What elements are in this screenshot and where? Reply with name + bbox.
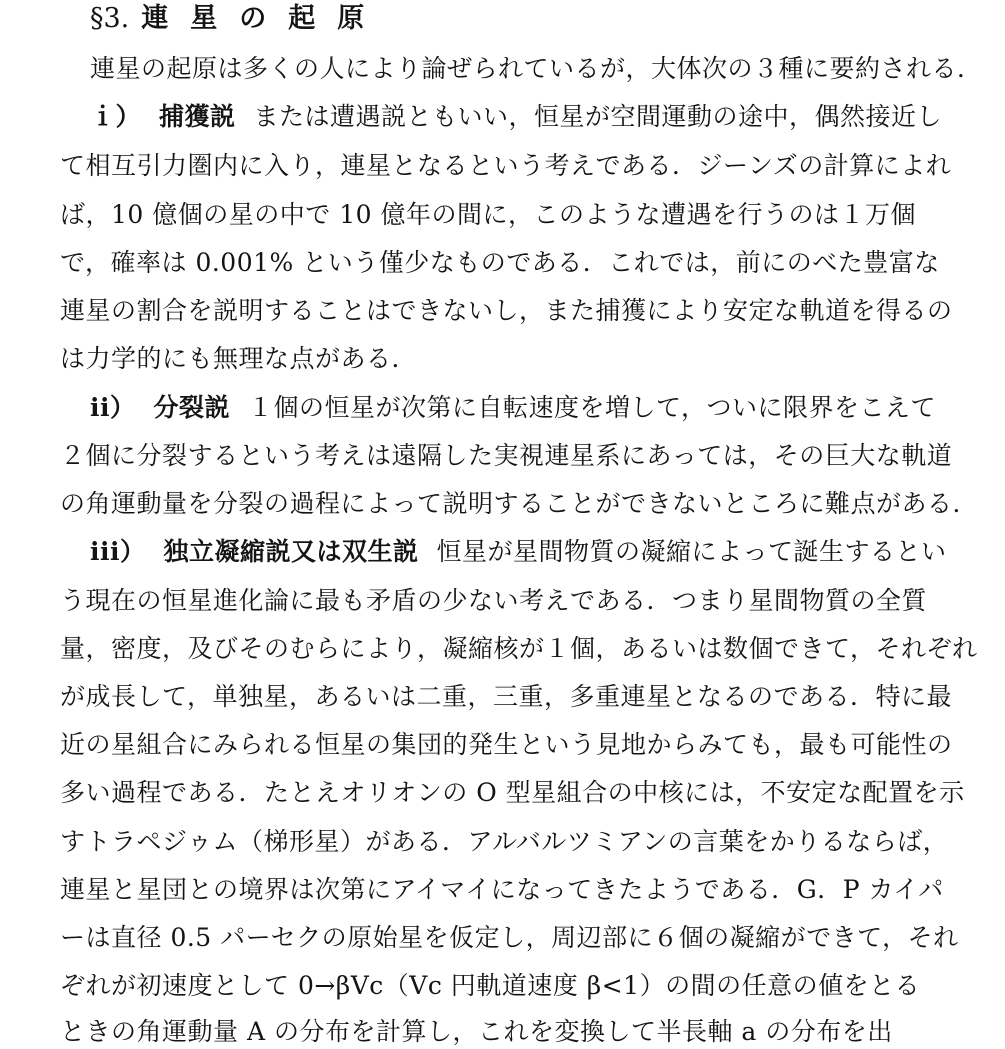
theory-i-label: ｉ） [90, 102, 142, 131]
theory-ii-line: １個の恒星が次第に自転速度を増して，ついに限界をこえて [248, 393, 937, 422]
theory-iii-line: 連星と星団との境界は次第にアイマイになってきたようである．G．P カイパ [60, 875, 944, 904]
theory-i-line: は力学的にも無理な点がある． [60, 344, 418, 373]
theory-i-line: ば，10 億個の星の中で 10 億年の間に，このような遭遇を行うのは１万個 [60, 200, 916, 229]
theory-i-line: または遭遇説ともいい，恒星が空間運動の途中，偶然接近し [253, 102, 943, 131]
theory-i-line: て相互引力圏内に入り，連星となるという考えである．ジーンズの計算によれ [60, 151, 952, 180]
theory-iii-line: う現在の恒星進化論に最も矛盾の少ない考えである．つまり星間物質の全質 [60, 586, 928, 615]
theory-i-line: で，確率は 0.001% という僅少なものである．これでは，前にのべた豊富な [60, 248, 940, 277]
theory-iii-line: すトラペジゥム（梯形星）がある．アルバルツミアンの言葉をかりるならば， [60, 827, 949, 856]
theory-ii-name: 分裂説 [153, 393, 231, 422]
theory-iii-name: 独立凝縮説又は双生説 [163, 537, 419, 566]
theory-iii-first-line [90, 535, 980, 569]
theory-ii-first-line [90, 391, 980, 425]
theory-iii-line: 近の星組合にみられる恒星の集団的発生という見地からみても，最も可能性の [60, 730, 953, 759]
theory-iii-line: 多い過程である．たとえオリオンの O 型星組合の中核には，不安定な配置を示 [60, 778, 965, 807]
theory-iii-line: が成長して，単独星，あるいは二重，三重，多重連星となるのである．特に最 [60, 682, 953, 711]
theory-iii-line: 量，密度，及びそのむらにより，凝縮核が１個，あるいは数個できて，それぞれ [60, 634, 978, 663]
theory-ii-label: ii） [90, 393, 136, 422]
theory-iii-line: ぞれが初速度として 0→βVc（Vc 円軌道速度 β<1）の間の任意の値をとる [60, 971, 921, 1000]
section-heading [90, 2, 980, 36]
theory-iii-label: iii） [90, 537, 146, 566]
theory-i-first-line [90, 100, 980, 134]
theory-i-name: 捕獲説 [159, 102, 236, 131]
theory-ii-line: の角運動量を分裂の過程によって説明することができないところに難点がある． [60, 489, 979, 518]
section-title: 連星の起原 [141, 3, 387, 34]
theory-ii-line: ２個に分裂するという考えは遠隔した実視連星系にあっては，その巨大な軌道 [60, 441, 953, 470]
theory-iii-line: ときの角運動量 A の分布を計算し，これを変換して半長軸 a の分布を出 [60, 1017, 893, 1046]
theory-iii-line: ーは直径 0.5 パーセクの原始星を仮定し，周辺部に６個の凝縮ができて，それ [60, 923, 959, 952]
section-number: §3. [90, 3, 130, 34]
theory-i-line: 連星の割合を説明することはできないし，また捕獲により安定な軌道を得るの [60, 296, 953, 325]
intro-paragraph: 連星の起原は多くの人により論ぜられているが，大体次の３種に要約される． [90, 54, 983, 83]
theory-iii-line: 恒星が星間物質の凝縮によって誕生するとい [436, 537, 947, 566]
